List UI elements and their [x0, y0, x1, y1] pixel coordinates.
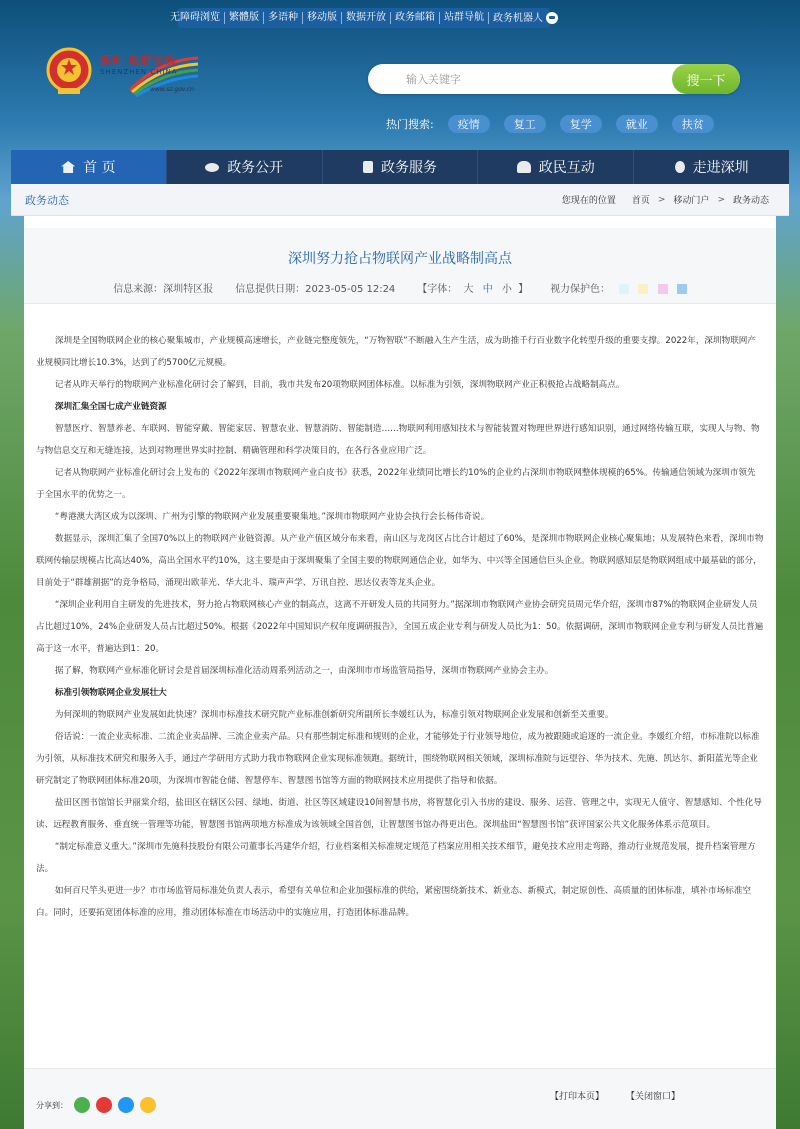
location-label: 您现在的位置	[561, 196, 616, 206]
qzone-icon[interactable]	[140, 1097, 156, 1113]
nav-home[interactable]	[11, 150, 167, 184]
site-logo[interactable]	[100, 50, 200, 100]
article-paragraph: 盐田区图书馆馆长尹丽棠介绍，盐田区在辖区公园、绿地、街道、社区等区域建设10间智慧书房，将智慧化引入书房的建设、服务、运营、管理之中，实现无人值守、智慧感知、个性化导读、远程教育服务、垂直统一管理等功能，智慧图书馆两项地方标准成为该领域全国首创，让智慧图书馆办得更出色。深圳盐田“智慧图书馆”获评国家公共文化服务体系示范项目。	[36, 798, 762, 830]
hot-tag-resume-school[interactable]: 复学	[560, 115, 602, 133]
people-icon	[517, 161, 531, 173]
eye-icon	[205, 163, 219, 172]
search-bar	[368, 64, 740, 94]
article-title: 深圳努力抢占物联网产业战略制高点	[288, 251, 512, 267]
logo-subtitle: SHENZHEN CHINA	[100, 68, 178, 76]
font-size-small[interactable]: 小	[501, 284, 512, 295]
eye-protection-control	[550, 280, 687, 295]
weibo-icon[interactable]	[96, 1097, 112, 1113]
breadcrumb-bar	[11, 184, 789, 216]
traditional-chinese-link[interactable]: 繁體版	[225, 12, 264, 24]
eye-color-swatch[interactable]	[619, 284, 629, 294]
eye-color-swatch[interactable]	[658, 284, 668, 294]
nav-interaction-label: 政民互动	[538, 160, 595, 176]
qq-icon[interactable]	[118, 1097, 134, 1113]
article-paragraph: “制定标准意义重大。”深圳市先施科技股份有限公司董事长冯建华介绍，行业档案相关标准规定规范了档案应用相关技术细节，避免技术应用走弯路，推动行业规范发展，提升档案管理方法。	[36, 842, 756, 874]
home-icon	[61, 161, 75, 173]
breadcrumb	[562, 193, 769, 206]
search-button[interactable]: 搜一下	[672, 64, 740, 94]
share-label: 分享到：	[36, 1100, 68, 1110]
mobile-version-link[interactable]: 移动版	[303, 12, 342, 24]
eye-protection-label: 视力保护色：	[550, 284, 611, 295]
font-size-label: 【字体：	[417, 284, 458, 295]
open-data-link[interactable]: 数据开放	[342, 12, 391, 24]
eye-color-swatch[interactable]	[638, 284, 648, 294]
robot-icon	[546, 12, 558, 24]
city-icon	[675, 161, 685, 173]
article-footer	[24, 1068, 776, 1129]
footer-links	[550, 1089, 680, 1102]
site-navigation-link[interactable]: 站群导航	[440, 12, 489, 24]
hot-tag-epidemic[interactable]: 疫情	[448, 115, 490, 133]
logo-title: 深圳 政府在线	[100, 54, 177, 67]
top-utility-bar	[170, 8, 550, 28]
nav-gov-affairs[interactable]	[167, 150, 323, 184]
article-paragraph: “粤港澳大湾区成为以深圳、广州为引擎的物联网产业发展重要聚集地。”深圳市物联网产业协会执行会长杨伟奇说。	[54, 512, 490, 522]
multilanguage-link[interactable]: 多语种	[264, 12, 303, 24]
article-paragraph: 智慧医疗、智慧养老、车联网、智能穿戴、智能家居、智慧农业、智慧消防、智能制造……物联网利用感知技术与智能装置对物理世界进行感知识别，通过网络传输互联，实现人与物、物与物信息交互和无缝连接，达到对物理世界实时控制、精确管理和科学决策目的，在各行各业应用广泛。	[36, 424, 760, 456]
hot-tag-employment[interactable]: 就业	[616, 115, 658, 133]
hot-search-label: 热门搜索:	[386, 118, 434, 131]
national-emblem-icon	[46, 46, 92, 98]
breadcrumb-separator: >	[717, 194, 725, 205]
document-icon	[363, 161, 373, 173]
article-panel	[24, 216, 776, 1129]
nav-gov-affairs-label: 政务公开	[227, 160, 284, 176]
article-paragraph: 为何深圳的物联网产业发展如此快速？深圳市标准技术研究院产业标准创新研究所副所长李媛红认为，标准引领对物联网企业发展和创新至关重要。	[54, 710, 614, 720]
article-paragraph: 如何百尺竿头更进一步？市市场监管局标准处负责人表示，希望有关单位和企业加强标准的供给，紧密围绕新技术、新业态、新模式，制定原创性、高质量的团体标准，填补市场标准空白。同时，还要拓宽团体标准的应用，推动团体标准在市场活动中的实施应用，打造团体标准品牌。	[36, 886, 752, 918]
font-size-large[interactable]: 大	[463, 284, 474, 295]
hot-search-row	[386, 115, 720, 133]
article-header	[24, 228, 776, 304]
nav-interaction[interactable]	[478, 150, 634, 184]
gov-robot-label: 政务机器人	[493, 12, 543, 24]
article-body	[24, 304, 776, 924]
article-source: 信息来源：深圳特区报	[113, 284, 214, 295]
nav-gov-service-label: 政务服务	[380, 160, 437, 176]
section-title: 政务动态	[25, 193, 69, 207]
font-size-end: 】	[518, 284, 529, 295]
hot-tag-resume-work[interactable]: 复工	[504, 115, 546, 133]
article-paragraph: 记者从物联网产业标准化研讨会上发布的《2022年深圳市物联网产业白皮书》获悉，2022年业绩同比增长约10%的企业约占深圳市物联网整体规模的65%。传输通信领域为深圳市领先于全国水平的优势之一。	[36, 468, 756, 500]
article-meta	[24, 280, 776, 295]
main-nav	[11, 150, 789, 184]
breadcrumb-current[interactable]: 政务动态	[732, 196, 769, 206]
font-size-medium[interactable]: 中	[482, 284, 493, 295]
article-subheading: 标准引领物联网企业发展壮大	[54, 688, 167, 698]
breadcrumb-home[interactable]: 首页	[631, 196, 650, 206]
gov-email-link[interactable]: 政务邮箱	[391, 12, 440, 24]
article-date: 信息提供日期：2023-05-05 12:24	[235, 284, 396, 295]
accessibility-link[interactable]: 无障碍浏览	[166, 12, 225, 24]
font-size-control	[417, 280, 528, 295]
nav-home-label: 首 页	[83, 160, 116, 176]
article-paragraph: 深圳是全国物联网企业的核心聚集城市，产业规模高速增长，产业链完整度领先，“万物智联”不断融入生产生活，成为助推千行百业数字化转型升级的重要支撑。2022年，深圳物联网产业规模同比增长10.3%，达到了约5700亿元规模。	[36, 336, 756, 368]
article-paragraph: 记者从昨天举行的物联网产业标准化研讨会了解到，目前，我市共发布20项物联网团体标准。以标准为引领，深圳物联网产业正积极抢占战略制高点。	[54, 380, 625, 390]
nav-about-shenzhen-label: 走进深圳	[692, 160, 749, 176]
eye-color-swatch[interactable]	[677, 284, 687, 294]
search-input[interactable]	[368, 65, 672, 93]
print-page-link[interactable]: 【打印本页】	[550, 1092, 605, 1102]
article-paragraph: “深圳企业利用自主研发的先进技术，努力抢占物联网核心产业的制高点，这离不开研发人员的共同努力。”据深圳市物联网产业协会研究员周元华介绍，深圳市87%的物联网企业研发人员占比超过10%，24%企业研发人员占比超过50%。根据《2022年中国知识产权年度调研报告》，全国五成企业专利与研发人员比为1：50。依据调研，深圳市物联网企业专利与研发人员比普遍高于这一水平，普遍达到1：20。	[36, 600, 764, 654]
article-subheading: 深圳汇集全国七成产业链资源	[54, 402, 167, 412]
gov-robot-link[interactable]	[489, 12, 562, 25]
nav-gov-service[interactable]	[323, 150, 479, 184]
article-paragraph: 数据显示，深圳汇集了全国70%以上的物联网产业链资源。从产业产值区域分布来看，南山区与龙岗区占比合计超过了60%，是深圳市物联网企业核心聚集地；从发展特色来看，深圳市物联网传输层规模占比高达40%，高出全国水平约10%，这主要是由于深圳聚集了全国主要的物联网通信企业，如华为、中兴等全国通信巨头企业。物联网感知层是物联网组成中最基础的部分，目前处于“群雄割据”的竞争格局，涌现出欧菲光、华大北斗、瑞声声学、万讯自控、思达仪表等龙头企业。	[36, 534, 764, 588]
article-paragraph: 据了解，物联网产业标准化研讨会是首届深圳标准化活动周系列活动之一，由深圳市市场监管局指导，深圳市物联网产业协会主办。	[54, 666, 554, 676]
nav-about-shenzhen[interactable]	[634, 150, 789, 184]
hot-tag-poverty-relief[interactable]: 扶贫	[672, 115, 714, 133]
breadcrumb-separator: >	[657, 194, 666, 205]
breadcrumb-mobile-portal[interactable]: 移动门户	[673, 196, 710, 206]
wechat-icon[interactable]	[74, 1097, 90, 1113]
share-bar	[36, 1097, 156, 1113]
close-window-link[interactable]: 【关闭窗口】	[626, 1092, 681, 1102]
article-paragraph: 俗话说：一流企业卖标准、二流企业卖品牌、三流企业卖产品。只有那些制定标准和规则的企业，才能够处于行业领导地位，成为被跟随或追逐的一流企业。李媛红介绍，市标准院以标准为引领，从标准技术研究和服务入手，通过产学研用方式助力我市物联网企业实现标准领跑。据统计，围绕物联网相关领域，深圳标准院与远望谷、华为技术、先施、凯达尔、新阳蓝光等企业研究制定了物联网团体标准20项，为深圳市智能仓储、智慧停车、智慧图书馆等方面的物联网技术应用提供了指导和依据。	[36, 732, 760, 786]
logo-url: www.sz.gov.cn	[150, 86, 194, 93]
